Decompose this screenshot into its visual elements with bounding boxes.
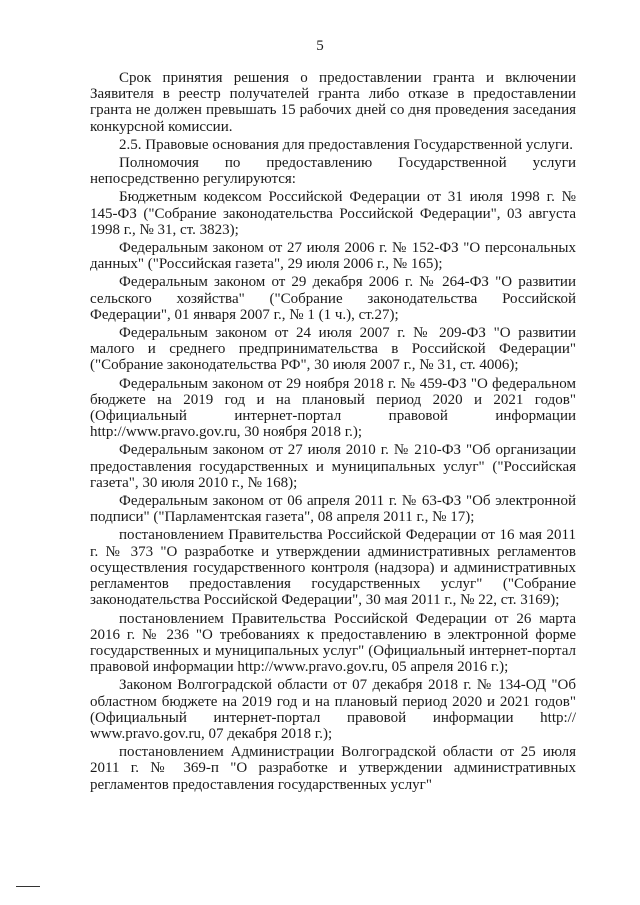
paragraph-section-2-5-heading: 2.5. Правовые основания для предоставления Государственной услуги. — [119, 136, 573, 153]
paragraph-law-210: Федеральным законом от 27 июля 2010 г. № 210-ФЗ "Об организации предоставления государственных и муниципальных услуг" ("Российская газета", 30 июля 2010 г., № 168); — [90, 442, 576, 491]
paragraph-law-63: Федеральным законом от 06 апреля 2011 г. № 63-ФЗ "Об электронной подписи" ("Парламентская газета", 08 апреля 2011 г., № 17); — [90, 493, 576, 526]
paragraph-budget-code: Бюджетным кодексом Российской Федерации от 31 июля 1998 г. № 145-ФЗ ("Собрание законодательства Российской Федерации", 03 августа 1998 г., № 31, ст. 3823); — [90, 189, 576, 238]
paragraph-resolution-236: постановлением Правительства Российской Федерации от 26 марта 2016 г. № 236 "О требованиях к предоставлению в электронной форме государственных и муниципальных услуг" (Официальный интернет-портал правовой информации http://www.pravo.gov.ru, 05 апреля 2016 г.); — [90, 610, 576, 676]
paragraph-authority-intro: Полномочия по предоставлению Государственной услуги непосредственно регулируются: — [90, 155, 576, 188]
paragraph-law-264: Федеральным законом от 29 декабря 2006 г. № 264-ФЗ "О развитии сельского хозяйства" ("Собрание законодательства Российской Федерации", 01 января 2007 г., № 1 (1 ч.), ст.27); — [90, 274, 576, 323]
footnote-divider — [16, 886, 40, 887]
document-body — [90, 70, 576, 795]
paragraph-law-209: Федеральным законом от 24 июля 2007 г. № 209-ФЗ "О развитии малого и среднего предпринимательства в Российской Федерации" ("Собрание законодательства РФ", 30 июля 2007 г., № 31, ст. 4006); — [90, 325, 576, 374]
paragraph-grant-decision-term: Срок принятия решения о предоставлении гранта и включении Заявителя в реестр получателей гранта либо отказе в предоставлении гранта не должен превышать 15 рабочих дней со дня проведения заседания конкурсной комиссии. — [90, 70, 576, 135]
paragraph-law-459: Федеральным законом от 29 ноября 2018 г. № 459-ФЗ "О федеральном бюджете на 2019 год и на плановый период 2020 и 2021 годов" (Официальный интернет-портал правовой информации http://www.pravo.gov.ru, 30 ноября 2018 г.); — [90, 375, 576, 441]
paragraph-regional-resolution-369: постановлением Администрации Волгоградской области от 25 июля 2011 г. № 369-п "О разработке и утверждении административных регламентов предоставления государственных услуг" — [90, 744, 576, 793]
paragraph-law-152: Федеральным законом от 27 июля 2006 г. № 152-ФЗ "О персональных данных" ("Российская газета", 29 июля 2006 г., № 165); — [90, 240, 576, 273]
paragraph-resolution-373: постановлением Правительства Российской Федерации от 16 мая 2011 г. № 373 "О разработке и утверждении административных регламентов осуществления государственного контроля (надзора) и административных регламентов предоставления государственных услуг" ("Собрание законодательства Российской Федерации", 30 мая 2011 г., № 22, ст. 3169); — [90, 527, 576, 609]
page-number: 5 — [316, 38, 324, 54]
paragraph-regional-law-134: Законом Волгоградской области от 07 декабря 2018 г. № 134-ОД "Об областном бюджете на 2019 год и на плановый период 2020 и 2021 годов" (Официальный интернет-портал правовой информации http:// www.pravo.gov.ru, 07 декабря 2018 г.); — [90, 677, 576, 742]
